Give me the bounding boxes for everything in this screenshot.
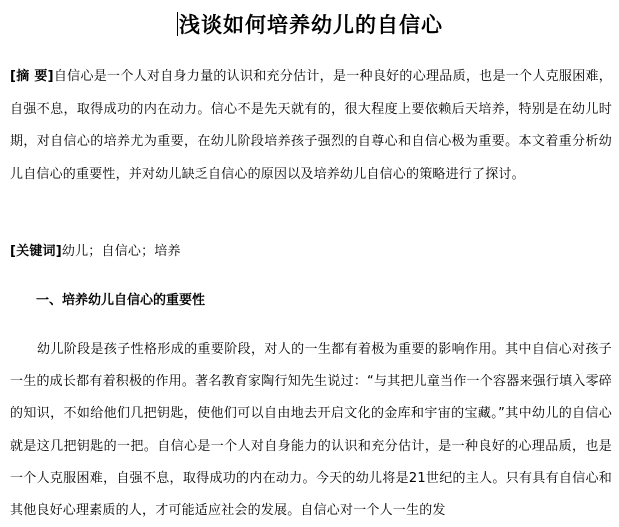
abstract-paragraph [10, 61, 612, 191]
keywords-label: [关键词] [10, 244, 62, 259]
keywords-line [10, 236, 612, 269]
abstract-text: 自信心是一个人对自身力量的认识和充分估计，是一种良好的心理品质，也是一个人克服困难，自强不息，取得成功的内在动力。信心不是先天就有的，很大程度上要依赖后天培养，特别是在幼儿时期，对自信心的培养尤为重要，在幼儿阶段培养孩子强烈的自尊心和自信心极为重要。本文着重分析幼儿自信心的重要性，并对幼儿缺乏自信心的原因以及培养幼儿自信心的策略进行了探讨。 [10, 69, 612, 182]
section-heading: 一、培养幼儿自信心的重要性 [36, 293, 206, 308]
section-paragraph: 幼儿阶段是孩子性格形成的重要阶段，对人的一生都有着极为重要的影响作用。其中自信心对孩子一生的成长都有着积极的作用。著名教育家陶行知先生说过：“与其把儿童当作一个容器来强行填入零碎的知识，不如给他们几把钥匙，使他们可以自由地去开启文化的金库和宇宙的宝藏。”其中幼儿的自信心就是这几把钥匙的一把。自信心是一个人对自身能力的认识和充分估计，是一种良好的心理品质，也是一个人克服困难，自强不息，取得成功的内在动力。今天的幼儿将是21世纪的主人。只有具有自信心和其他良好心理素质的人，才可能适应社会的发展。自信心对一个人一生的发 [10, 342, 612, 519]
title-block [0, 9, 620, 39]
document-title: 浅谈如何培养幼儿的自信心 [179, 12, 443, 37]
keywords-text: 幼儿；自信心；培养 [61, 244, 181, 259]
abstract-label: [摘 要] [10, 69, 54, 84]
text-cursor [177, 12, 178, 36]
